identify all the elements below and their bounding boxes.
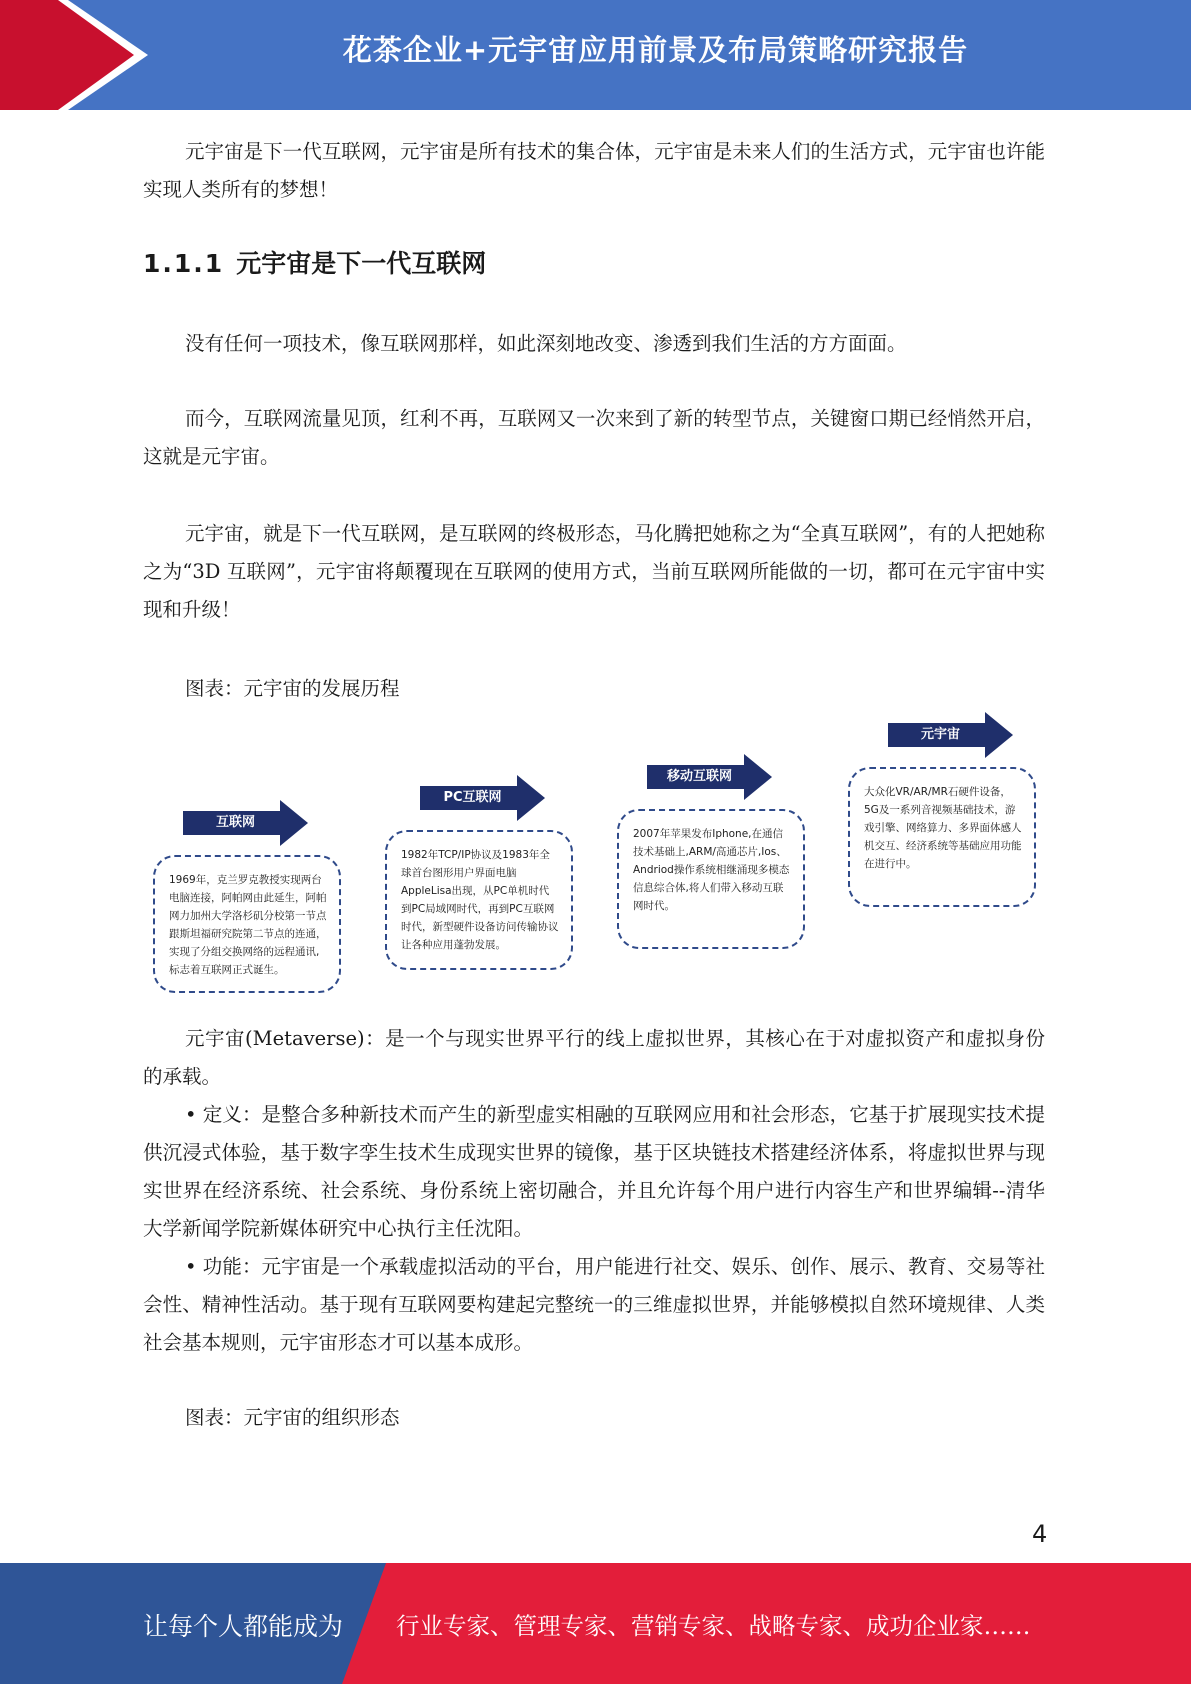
page-footer: [0, 1563, 1191, 1684]
metaverse-definition-intro: 元宇宙(Metaverse)：是一个与现实世界平行的线上虚拟世界，其核心在于对虚拟资产和虚拟身份的承载。: [143, 1027, 1045, 1088]
section-number: 1.1.1: [143, 249, 225, 278]
function-bullet: • 功能：元宇宙是一个承载虚拟活动的平台，用户能进行社交、娱乐、创作、展示、教育、交易等社会性、精神性活动。基于现有互联网要构建起完整统一的三维虚拟世界，并能够模拟自然环境规律、人类社会基本规则，元宇宙形态才可以基本成形。: [143, 1255, 1045, 1354]
page-header: [0, 0, 1191, 110]
stage-description: 2007年苹果发布Iphone,在通信技术基础上,ARM/高通芯片,Ios、Andriod操作系统相继涌现多模态信息综合体,将人们带入移动互联网时代。: [617, 809, 805, 949]
stage-description: 1982年TCP/IP协议及1983年全球首台图形用户界面电脑AppleLisa出现，从PC单机时代到PC局域网时代，再到PC互联网时代，新型硬件设备访问传输协议让各种应用蓬勃发展。: [385, 830, 573, 970]
stage-arrow: [183, 800, 308, 846]
footer-slogan-left: 让每个人都能成为: [143, 1612, 344, 1641]
stage-label: PC互联网: [443, 790, 502, 805]
report-title: 花茶企业+元宇宙应用前景及布局策略研究报告: [342, 33, 969, 67]
development-timeline-figure: [143, 700, 1053, 1000]
figure-caption-organization: 图表：元宇宙的组织形态: [185, 1406, 400, 1429]
stage-arrow: [420, 775, 545, 821]
intro-paragraph: 元宇宙是下一代互联网，元宇宙是所有技术的集合体，元宇宙是未来人们的生活方式，元宇宙也许能实现人类所有的梦想！: [143, 140, 1045, 201]
paragraph-3: 元宇宙，就是下一代互联网，是互联网的终极形态，马化腾把她称之为“全真互联网”，有的人把她称之为“3D 互联网”，元宇宙将颠覆现在互联网的使用方式，当前互联网所能做的一切，都可在元宇宙中实现和升级！: [143, 522, 1045, 621]
stage-description: 大众化VR/AR/MR石硬件设备，5G及一系列音视频基础技术，游戏引擎、网络算力、多界面体感人机交互、经济系统等基础应用功能在进行中。: [848, 767, 1036, 907]
stage-label: 互联网: [215, 815, 255, 830]
definition-bullet: • 定义：是整合多种新技术而产生的新型虚实相融的互联网应用和社会形态，它基于扩展现实技术提供沉浸式体验，基于数字孪生技术生成现实世界的镜像，基于区块链技术搭建经济体系，将虚拟世界与现实世界在经济系统、社会系统、身份系统上密切融合，并且允许每个用户进行内容生产和世界编辑--清华大学新闻学院新媒体研究中心执行主任沈阳。: [143, 1103, 1045, 1240]
header-chevron-decoration: [0, 0, 160, 110]
paragraph-1: 没有任何一项技术，像互联网那样，如此深刻地改变、渗透到我们生活的方方面面。: [185, 332, 907, 355]
footer-slogan-right: 行业专家、管理专家、营销专家、战略专家、成功企业家……: [396, 1612, 1031, 1640]
stage-label: 移动互联网: [666, 769, 732, 784]
section-title: 元宇宙是下一代互联网: [236, 249, 487, 278]
section-heading: [143, 244, 486, 280]
stage-arrow: [647, 754, 772, 800]
page-number: 4: [1032, 1520, 1048, 1548]
paragraph-2: 而今，互联网流量见顶，红利不再，互联网又一次来到了新的转型节点，关键窗口期已经悄然开启，这就是元宇宙。: [143, 407, 1045, 468]
figure-caption-development: 图表：元宇宙的发展历程: [185, 677, 400, 700]
stage-description: 1969年，克兰罗克教授实现两台电脑连接，阿帕网由此延生，阿帕网力加州大学洛杉矶分校第一节点跟斯坦福研究院第二节点的连通，实现了分组交换网络的远程通讯,标志着互联网正式诞生。: [153, 855, 341, 993]
stage-arrow: [888, 712, 1013, 758]
stage-label: 元宇宙: [920, 727, 960, 742]
